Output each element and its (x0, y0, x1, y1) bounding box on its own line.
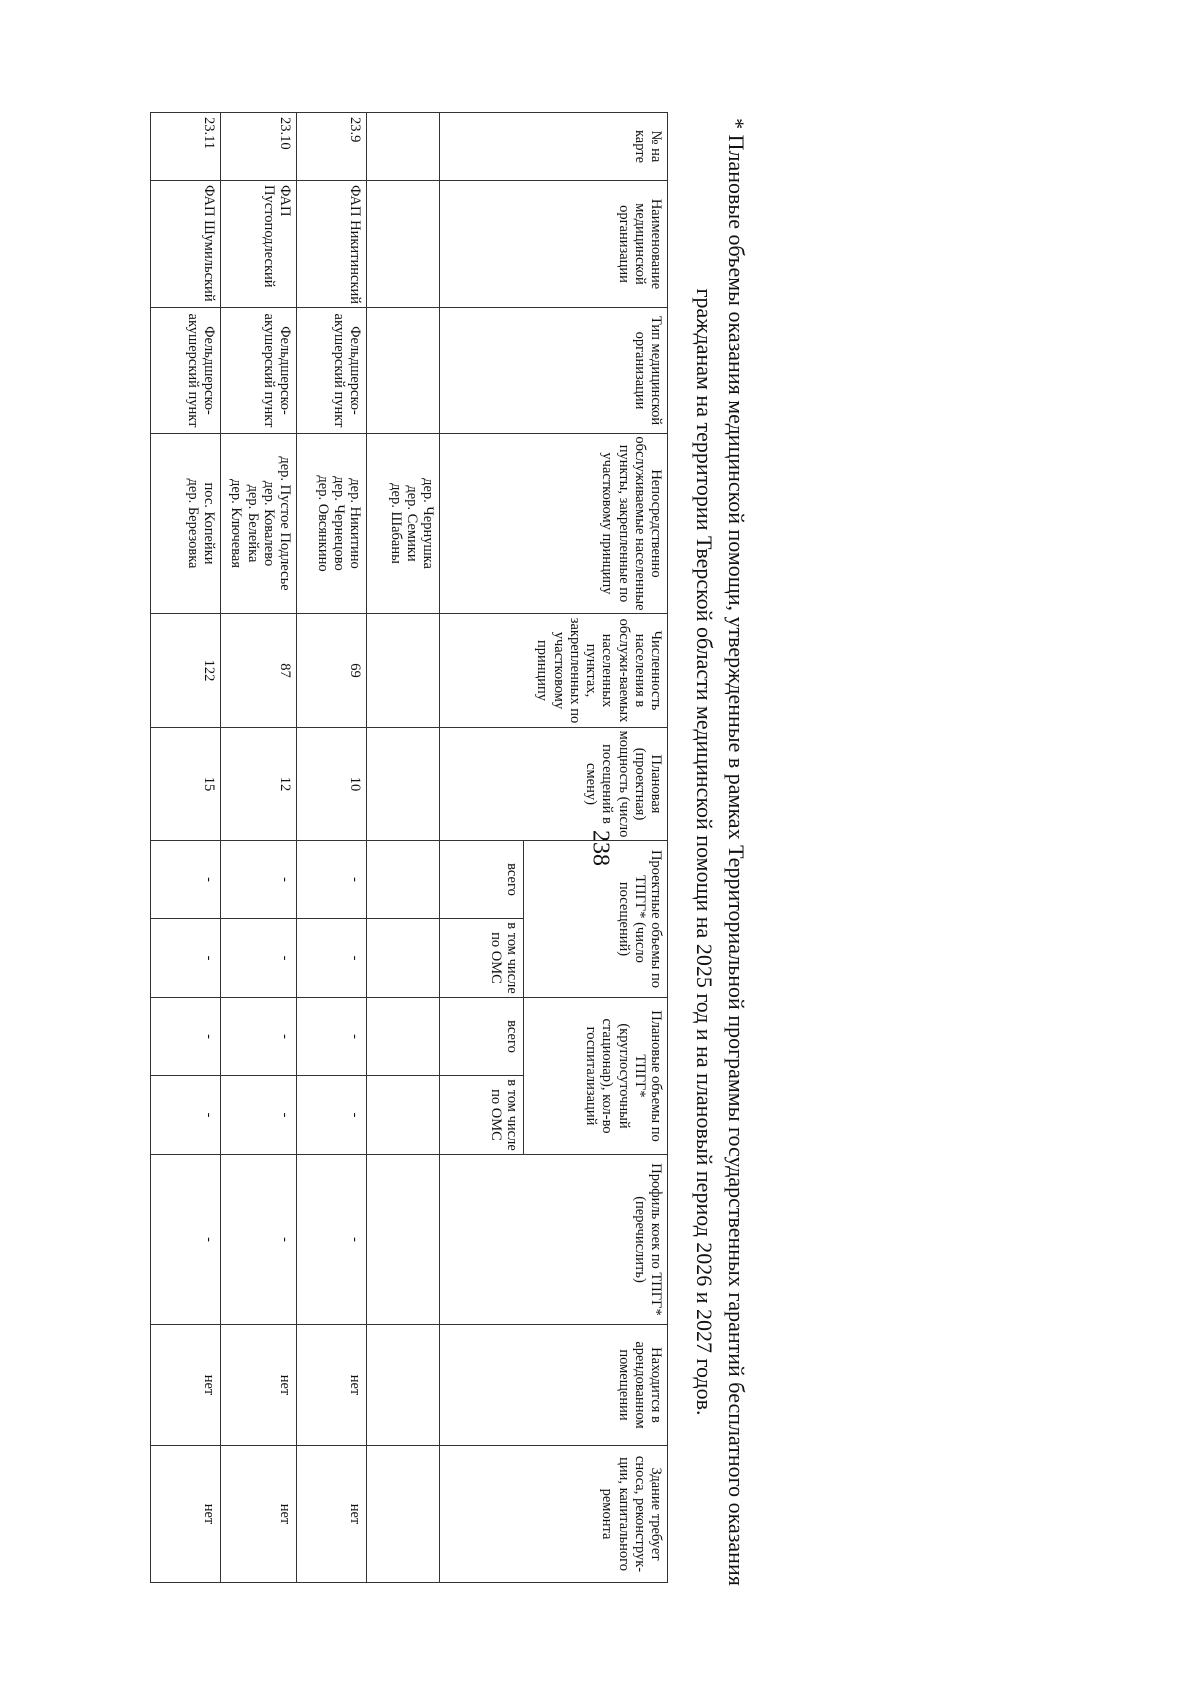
cell-demolition: нет (151, 1446, 221, 1583)
header-num: № на карте (440, 113, 668, 181)
page-number: 238 (587, 830, 614, 866)
cell-settlements: дер. Пустое Подлесье дер. Ковалево дер. Белейка дер. Ключевая (221, 434, 297, 614)
cell-settlements: пос. Копейки дер. Березовка (151, 434, 221, 614)
header-type: Тип медицинской организации (440, 308, 668, 434)
cell (367, 998, 440, 1076)
cell (367, 1155, 440, 1325)
cell-capacity: 10 (297, 728, 367, 841)
cell-plan-oms: - (297, 1076, 367, 1155)
cell (367, 841, 440, 919)
cell (367, 1446, 440, 1583)
rotated-table-container (168, 112, 668, 1582)
cell-settlements: дер. Чернушка дер. Семики дер. Шабаны (367, 434, 440, 614)
cell (367, 113, 440, 181)
cell-plan-total: - (221, 998, 297, 1076)
cell-num: 23.11 (151, 113, 221, 181)
cell (367, 919, 440, 998)
subheader-project-total: всего (440, 841, 524, 919)
table-row (297, 113, 367, 1583)
cell-rented: нет (151, 1325, 221, 1446)
cell (367, 181, 440, 308)
cell-settlements: дер. Никитино дер. Чернецово дер. Овсянкино (297, 434, 367, 614)
cell-bed-profile: - (297, 1155, 367, 1325)
subheader-planned-oms: в том числе по ОМС (440, 1076, 524, 1155)
cell (367, 1076, 440, 1155)
header-name: Наименование медицинской организации (440, 181, 668, 308)
cell-plan-oms: - (221, 1076, 297, 1155)
cell-proj-total: - (297, 841, 367, 919)
header-demolition: Здание требует сноса, реконструк-ции, капитального ремонта (440, 1446, 668, 1583)
cell-proj-oms: - (151, 919, 221, 998)
cell (367, 308, 440, 434)
cell-plan-total: - (151, 998, 221, 1076)
cell-proj-total: - (221, 841, 297, 919)
header-bed-profile: Профиль коек по ТПГГ* (перечислить) (440, 1155, 668, 1325)
cell-population: 87 (221, 614, 297, 728)
subheader-planned-total: всего (440, 998, 524, 1076)
cell-rented: нет (221, 1325, 297, 1446)
header-capacity: Плановая (проектная) мощность (число посещений в смену) (440, 728, 668, 841)
cell-proj-oms: - (297, 919, 367, 998)
header-planned-volumes: Плановые объемы по ТПГГ* (круглосуточный стационар), кол-во госпитализаций (524, 998, 668, 1155)
cell-proj-total: - (151, 841, 221, 919)
cell-num: 23.9 (297, 113, 367, 181)
cell-bed-profile: - (151, 1155, 221, 1325)
cell-proj-oms: - (221, 919, 297, 998)
header-row (524, 113, 668, 1583)
header-rented: Находится в арендованном помещении (440, 1325, 668, 1446)
cell-rented: нет (297, 1325, 367, 1446)
cell-bed-profile: - (221, 1155, 297, 1325)
cell-type: Фельдшерско-акушерский пункт (151, 308, 221, 434)
table-row (221, 113, 297, 1583)
header-population: Численность населения в обслужи-ваемых населенных пунктах, закрепленных по участковому принципу (440, 614, 668, 728)
cell-type: Фельдшерско-акушерский пункт (221, 308, 297, 434)
cell-capacity: 12 (221, 728, 297, 841)
cell-plan-total: - (297, 998, 367, 1076)
subheader-project-oms: в том числе по ОМС (440, 919, 524, 998)
table-row (151, 113, 221, 1583)
cell (367, 614, 440, 728)
cell (367, 1325, 440, 1446)
cell-name: ФАП Пустоподлеский (221, 181, 297, 308)
cell-plan-oms: - (151, 1076, 221, 1155)
continuation-row (367, 113, 440, 1583)
header-project-volumes: Проектные объемы по ТПГГ* (число посещений) (524, 841, 668, 998)
cell-capacity: 15 (151, 728, 221, 841)
cell-type: Фельдшерско-акушерский пункт (297, 308, 367, 434)
cell-demolition: нет (221, 1446, 297, 1583)
cell-demolition: нет (297, 1446, 367, 1583)
cell (367, 728, 440, 841)
cell-population: 122 (151, 614, 221, 728)
header-settlements: Непосредственно обслуживаемые населенные пункты, закрепленные по участковому принципу (440, 434, 668, 614)
cell-name: ФАП Никитинский (297, 181, 367, 308)
cell-num: 23.10 (221, 113, 297, 181)
cell-population: 69 (297, 614, 367, 728)
cell-name: ФАП Шумильский (151, 181, 221, 308)
medical-organizations-table (150, 112, 668, 1583)
footnote: * Плановые объемы оказания медицинской помощи, утвержденные в рамках Территориальной программы государственных гарантий бесплатного оказания гражданам на территории Тверской области медицинской помощи на 2025 год и на плановый период 2026 и 2027 годов. (692, 118, 749, 1586)
